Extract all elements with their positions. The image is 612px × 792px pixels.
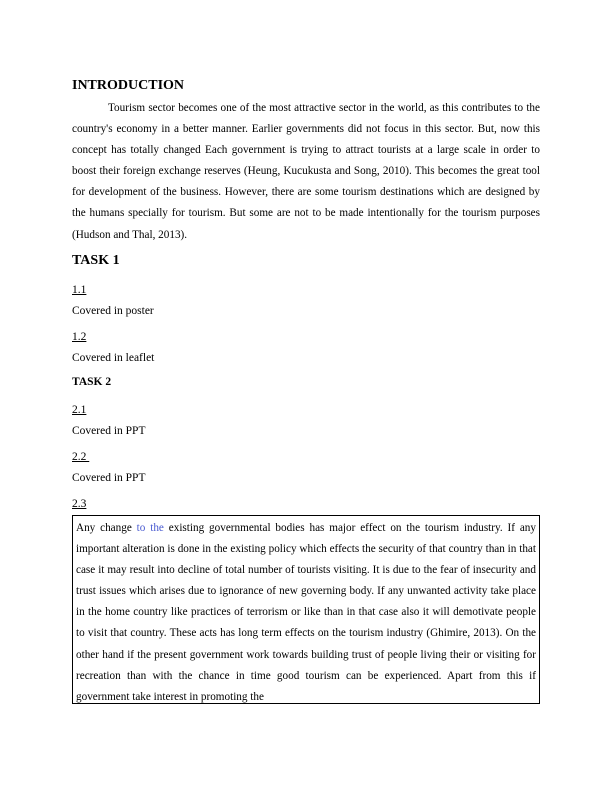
task2-item-text: Covered in PPT xyxy=(72,472,146,484)
box-text-start: Any change xyxy=(76,522,137,534)
task2-item-text: Covered in PPT xyxy=(72,425,146,437)
task2-item-number: 2.1 xyxy=(72,404,87,416)
introduction-heading: INTRODUCTION xyxy=(72,78,185,93)
introduction-paragraph: Tourism sector becomes one of the most attractive sector in the world, as this contributes to the country's economy in a better manner. Earlier governments did not focus in this sector. But, now this concept has totally changed Each government is trying to attract tourists at a large scale in order to boost their foreign exchange reserves (Heung, Kucukusta and Song, 2010). This becomes the great tool for development of the business. However, there are some tourism destinations which are designed by the humans specially for tourism. But some are not to be made intentionally for the tourism purposes (Hudson and Thal, 2013). xyxy=(72,102,540,241)
task2-item-number: 2.2 xyxy=(72,451,90,463)
bordered-text-box xyxy=(72,515,540,704)
task2-item-number: 2.3 xyxy=(72,498,87,510)
task1-heading: TASK 1 xyxy=(72,253,120,268)
task2-heading: TASK 2 xyxy=(72,376,112,388)
box-text-rest: existing governmental bodies has major effect on the tourism industry. If any important alteration is done in the existing policy which effects the security of that country than in that case it may result into decline of total number of tourists visiting. It is due to the fear of insecurity and trust issues which arises due to ignorance of new governing body. If any unwanted activity take place in the home country like practices of terrorism or like than in that case also it will demotivate people to visit that country. These acts has long term effects on the tourism industry (Ghimire, 2013). On the other hand if the present government work towards building trust of people living their or visiting for recreation than with the chance in time good tourism can be experienced. Apart from this if government take interest in promoting the xyxy=(76,522,536,703)
task1-item-number: 1.2 xyxy=(72,331,87,343)
task1-item-text: Covered in leaflet xyxy=(72,352,155,364)
task1-item-number: 1.1 xyxy=(72,284,87,296)
task1-item-text: Covered in poster xyxy=(72,305,154,317)
box-text-highlight: to the xyxy=(136,522,164,534)
